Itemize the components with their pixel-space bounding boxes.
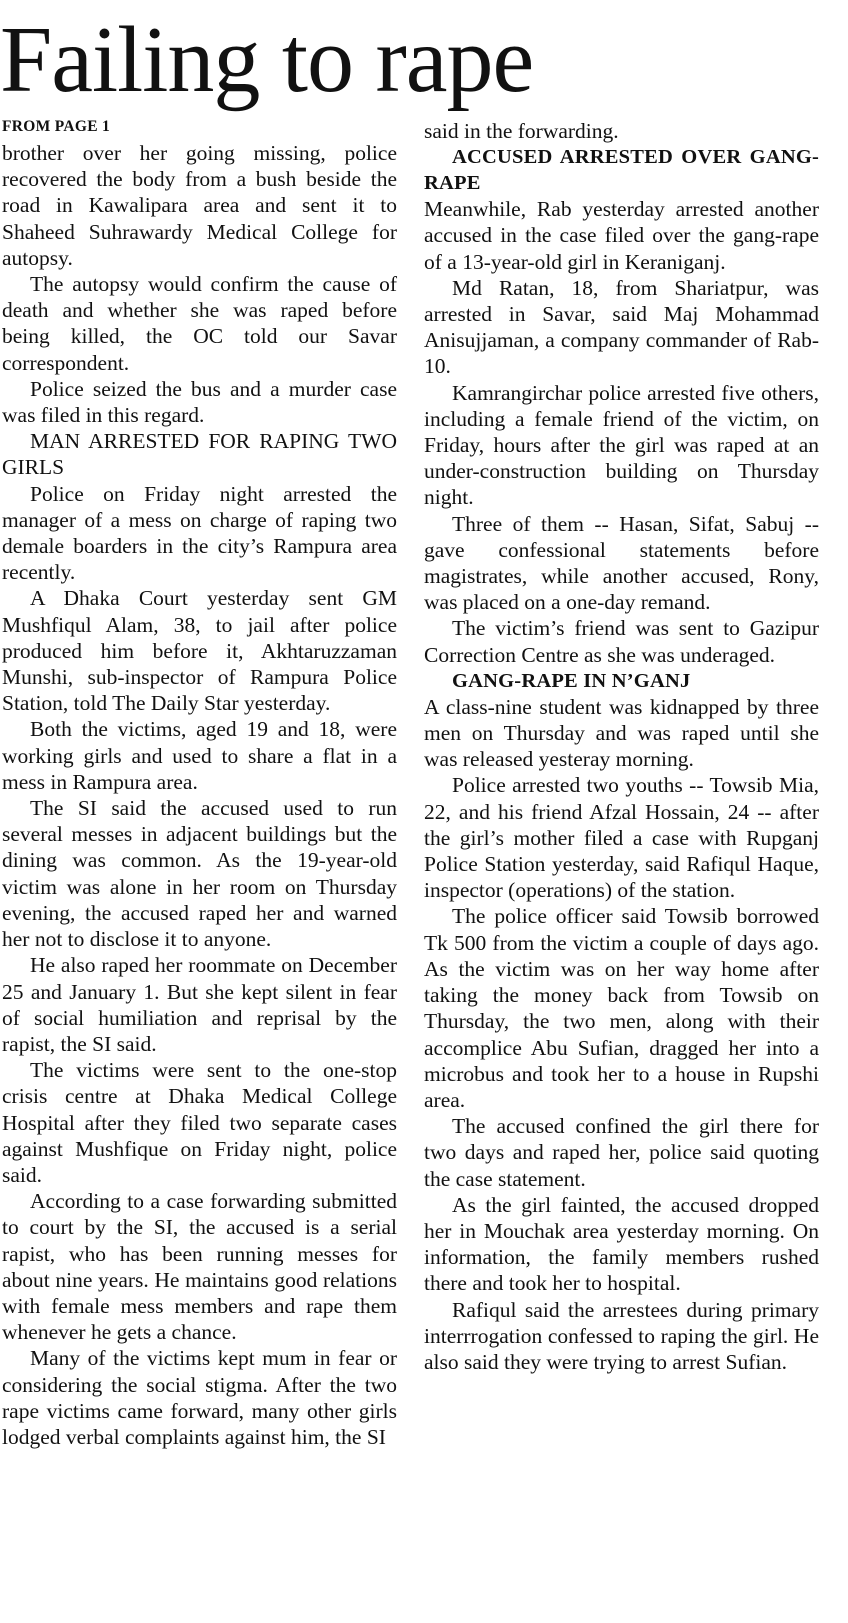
article-paragraph: Rafiqul said the arrestees during primary interrrogation confessed to raping the girl. He also said they were trying to arrest Sufian. xyxy=(424,1297,819,1374)
article-paragraph: brother over her going missing, police recovered the body from a bush beside the road in Kawalipara area and sent it to Shaheed Suhrawardy Medical College for autopsy. xyxy=(2,141,397,270)
article-paragraph: The accused confined the girl there for two days and raped her, police said quoting the case statement. xyxy=(424,1114,819,1191)
article-paragraph: The victim’s friend was sent to Gazipur Correction Centre as she was underaged. xyxy=(424,616,819,667)
article-paragraph: Police seized the bus and a murder case was filed in this regard. xyxy=(2,376,397,428)
article-paragraph: The police officer said Towsib borrowed Tk 500 from the victim a couple of days ago. As the victim was on her way home after taking the money back from Towsib on Thursday, the two men, along with their accomplice Abu Sufian, dragged her into a microbus and took her to a house in Rupshi area. xyxy=(424,904,819,1112)
article-paragraph: Three of them -- Hasan, Sifat, Sabuj -- gave confessional statements before magistrates, while another accused, Rony, was placed on a one-day remand. xyxy=(424,511,819,615)
article-paragraph: Many of the victims kept mum in fear or considering the social stigma. After the two rape victims came forward, many other girls lodged verbal complaints against him, the SI xyxy=(2,1346,397,1449)
article-paragraph: The SI said the accused used to run several messes in adjacent buildings but the dining was common. As the 19-year-old victim was alone in her room on Thursday evening, the accused raped her and warned her not to disclose it to anyone. xyxy=(2,796,397,952)
subhead-gang-rape-nganj: GANG-RAPE IN N’GANJ xyxy=(452,669,691,692)
article-column-left xyxy=(2,118,397,1450)
headline: Failing to rape xyxy=(0,8,534,112)
article-column-right xyxy=(424,118,819,1375)
article-paragraph: According to a case forwarding submitted to court by the SI, the accused is a serial rapist, who has been running messes for about nine years. He maintains good relations with female mess members and rape them whenever he gets a chance. xyxy=(2,1189,397,1345)
article-paragraph: A Dhaka Court yesterday sent GM Mushfiqul Alam, 38, to jail after police produced him before it, Akhtaruzzaman Munshi, sub-inspector of Rampura Police Station, told The Daily Star yesterday. xyxy=(2,586,397,716)
article-paragraph: The autopsy would confirm the cause of death and whether she was raped before being killed, the OC told our Savar correspondent. xyxy=(2,272,397,375)
article-paragraph: Police on Friday night arrested the manager of a mess on charge of raping two demale boarders in the city’s Rampura area recently. xyxy=(2,481,397,585)
article-paragraph: As the girl fainted, the accused dropped her in Mouchak area yesterday morning. On information, the family members rushed there and took her to hospital. xyxy=(424,1192,819,1296)
article-paragraph: Meanwhile, Rab yesterday arrested another accused in the case filed over the gang-rape of a 13-year-old girl in Keraniganj. xyxy=(424,197,819,274)
article-paragraph: A class-nine student was kidnapped by three men on Thursday and was raped until she was released yesteray morning. xyxy=(424,694,819,772)
article-paragraph: The victims were sent to the one-stop crisis centre at Dhaka Medical College Hospital after they filed two separate cases against Mushfique on Friday night, police said. xyxy=(2,1058,397,1187)
article-paragraph: Md Ratan, 18, from Shariatpur, was arrested in Savar, said Maj Mohammad Anisujjaman, a company commander of Rab-10. xyxy=(424,275,819,379)
article-paragraph: Kamrangirchar police arrested five others, including a female friend of the victim, on Friday, hours after the girl was raped at an under-construction building on Thursday night. xyxy=(424,380,819,510)
article-paragraph: He also raped her roommate on December 25 and January 1. But she kept silent in fear of social humiliation and reprisal by the rapist, the SI said. xyxy=(2,953,397,1056)
article-paragraph: Both the victims, aged 19 and 18, were working girls and used to share a flat in a mess in Rampura area. xyxy=(2,717,397,794)
subhead-accused-arrested: ACCUSED ARRESTED OVER GANG-RAPE xyxy=(424,146,819,195)
from-page-label: FROM PAGE 1 xyxy=(2,118,111,135)
article-paragraph: Police arrested two youths -- Towsib Mia, 22, and his friend Afzal Hossain, 24 -- after the girl’s mother filed a case with Rupganj Police Station yesterday, said Rafiqul Haque, inspector (operations) of the station. xyxy=(424,773,819,903)
continuation-line: said in the forwarding. xyxy=(424,119,619,143)
section-subhead-caps: MAN ARRESTED FOR RAPING TWO GIRLS xyxy=(2,429,397,480)
